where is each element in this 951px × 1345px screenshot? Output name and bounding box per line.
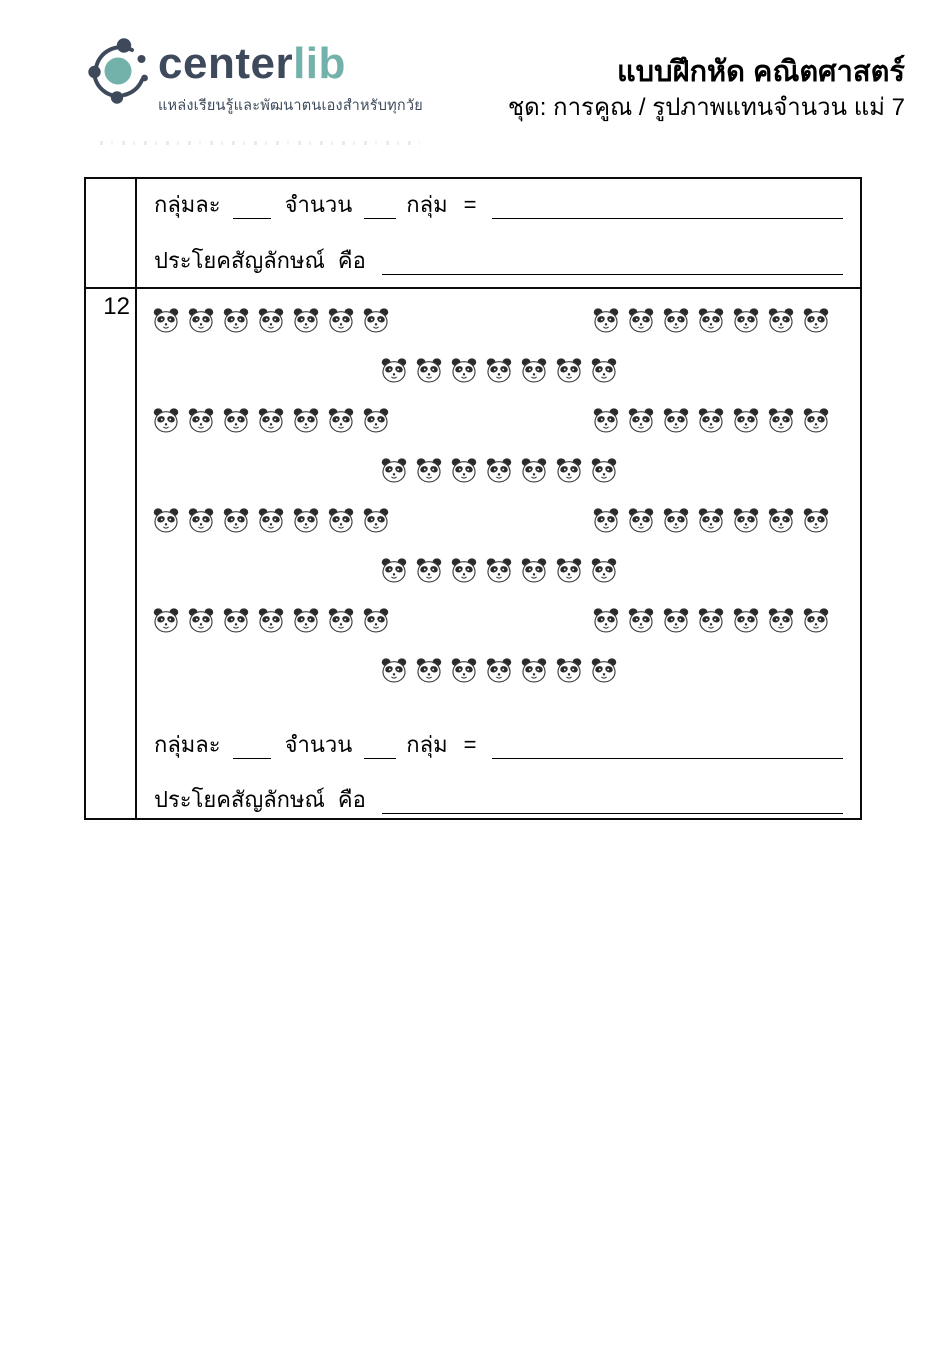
panda-face-icon [415, 356, 443, 385]
label-is: คือ [337, 787, 366, 812]
label-group: กลุ่ม [406, 732, 448, 757]
panda-face-icon [222, 606, 250, 635]
panda-face-icon [152, 506, 180, 535]
label-is: คือ [337, 248, 366, 273]
blank-result [492, 193, 843, 219]
blank-group-count [364, 733, 396, 759]
panda-face-icon [257, 306, 285, 335]
equals-sign: = [463, 732, 477, 757]
panda-face-icon [767, 506, 795, 535]
label-group: กลุ่ม [406, 192, 448, 217]
panda-face-icon [152, 406, 180, 435]
panda-face-icon [555, 456, 583, 485]
label-per-group: กลุ่มละ [154, 192, 221, 217]
panda-face-icon [662, 306, 690, 335]
panda-group [152, 606, 390, 635]
panda-face-icon [802, 506, 830, 535]
panda-face-icon [292, 306, 320, 335]
brand-name [158, 36, 423, 92]
clipped-text-remnant [100, 141, 420, 145]
question-number-cell [86, 179, 137, 287]
question-12-body [137, 289, 860, 818]
panda-face-icon [592, 506, 620, 535]
panda-face-icon [555, 656, 583, 685]
answer-line-multiplication [137, 731, 860, 759]
panda-face-icon [627, 506, 655, 535]
panda-face-icon [732, 506, 760, 535]
blank-group-count [364, 193, 396, 219]
answer-line-symbol-sentence [137, 247, 860, 275]
question-number-cell [86, 289, 137, 818]
panda-face-icon [450, 556, 478, 585]
brand-primary: center [158, 39, 294, 88]
panda-face-icon [592, 406, 620, 435]
blank-symbol-sentence [382, 788, 843, 814]
panda-face-icon [555, 356, 583, 385]
panda-face-icon [415, 556, 443, 585]
panda-row [137, 545, 860, 595]
panda-face-icon [767, 406, 795, 435]
panda-face-icon [485, 556, 513, 585]
panda-row [137, 495, 860, 545]
panda-face-icon [327, 506, 355, 535]
panda-face-icon [485, 356, 513, 385]
panda-face-icon [520, 656, 548, 685]
panda-face-icon [222, 406, 250, 435]
panda-face-icon [590, 456, 618, 485]
panda-face-icon [327, 406, 355, 435]
previous-question-answers [137, 179, 860, 287]
panda-face-icon [732, 306, 760, 335]
panda-group [152, 406, 390, 435]
logo-text [158, 36, 423, 117]
panda-face-icon [450, 656, 478, 685]
centerlib-logo-icon [88, 38, 152, 104]
brand-accent: lib [293, 39, 346, 88]
panda-face-icon [590, 556, 618, 585]
panda-face-icon [380, 656, 408, 685]
centerlib-logo [88, 36, 423, 117]
label-amount: จำนวน [284, 192, 353, 217]
panda-face-icon [627, 406, 655, 435]
panda-group [380, 556, 618, 585]
panda-face-icon [187, 306, 215, 335]
panda-face-icon [627, 306, 655, 335]
panda-face-icon [415, 656, 443, 685]
panda-group [592, 606, 830, 635]
panda-row [137, 345, 860, 395]
panda-face-icon [697, 306, 725, 335]
panda-group [592, 406, 830, 435]
panda-face-icon [697, 506, 725, 535]
panda-face-icon [590, 356, 618, 385]
panda-face-icon [380, 356, 408, 385]
panda-face-icon [152, 606, 180, 635]
worksheet-title: แบบฝึกหัด คณิตศาสตร์ [616, 56, 905, 88]
panda-group [380, 356, 618, 385]
blank-symbol-sentence [382, 249, 843, 275]
label-amount: จำนวน [284, 732, 353, 757]
panda-row [137, 295, 860, 345]
label-per-group: กลุ่มละ [154, 732, 221, 757]
exercise-table [84, 177, 862, 820]
panda-face-icon [222, 306, 250, 335]
panda-face-icon [257, 406, 285, 435]
panda-face-icon [732, 606, 760, 635]
question-number: 12 [103, 293, 130, 320]
question-12-row [86, 289, 860, 818]
panda-face-icon [697, 406, 725, 435]
panda-face-icon [362, 306, 390, 335]
panda-face-icon [627, 606, 655, 635]
panda-row [137, 445, 860, 495]
blank-group-size [233, 193, 271, 219]
panda-face-icon [590, 656, 618, 685]
panda-face-icon [187, 406, 215, 435]
panda-face-icon [187, 506, 215, 535]
panda-face-icon [485, 456, 513, 485]
panda-row [137, 395, 860, 445]
panda-face-icon [662, 606, 690, 635]
equals-sign: = [463, 192, 477, 217]
label-symbol-sentence: ประโยคสัญลักษณ์ [154, 787, 325, 812]
panda-face-icon [592, 306, 620, 335]
blank-group-size [233, 733, 271, 759]
panda-face-icon [327, 306, 355, 335]
panda-face-icon [485, 656, 513, 685]
panda-group [592, 306, 830, 335]
panda-face-icon [767, 306, 795, 335]
panda-row [137, 595, 860, 645]
panda-group [152, 306, 390, 335]
panda-face-icon [555, 556, 583, 585]
previous-question-answer-row [86, 179, 860, 289]
panda-face-icon [520, 356, 548, 385]
panda-face-icon [257, 506, 285, 535]
panda-face-icon [450, 356, 478, 385]
panda-face-icon [802, 606, 830, 635]
label-symbol-sentence: ประโยคสัญลักษณ์ [154, 248, 325, 273]
panda-face-icon [292, 606, 320, 635]
panda-face-icon [415, 456, 443, 485]
panda-groups-area [137, 289, 860, 695]
panda-row [137, 645, 860, 695]
panda-face-icon [802, 406, 830, 435]
panda-face-icon [662, 506, 690, 535]
panda-face-icon [292, 506, 320, 535]
panda-face-icon [362, 506, 390, 535]
panda-face-icon [520, 456, 548, 485]
panda-face-icon [152, 306, 180, 335]
panda-face-icon [257, 606, 285, 635]
panda-group [592, 506, 830, 535]
panda-face-icon [380, 456, 408, 485]
panda-face-icon [327, 606, 355, 635]
panda-face-icon [380, 556, 408, 585]
panda-face-icon [222, 506, 250, 535]
blank-result [492, 733, 843, 759]
answer-line-multiplication [137, 191, 860, 219]
panda-face-icon [767, 606, 795, 635]
panda-face-icon [732, 406, 760, 435]
panda-face-icon [362, 406, 390, 435]
brand-tagline: แหล่งเรียนรู้และพัฒนาตนเองสำหรับทุกวัย [158, 98, 423, 114]
panda-face-icon [662, 406, 690, 435]
worksheet-subtitle: ชุด: การคูณ / รูปภาพแทนจำนวน แม่ 7 [507, 94, 905, 121]
worksheet-titles [508, 55, 905, 122]
panda-face-icon [520, 556, 548, 585]
answer-line-symbol-sentence [137, 786, 860, 814]
panda-face-icon [292, 406, 320, 435]
panda-group [380, 656, 618, 685]
panda-face-icon [362, 606, 390, 635]
panda-face-icon [802, 306, 830, 335]
panda-face-icon [187, 606, 215, 635]
panda-group [152, 506, 390, 535]
panda-face-icon [697, 606, 725, 635]
panda-face-icon [450, 456, 478, 485]
panda-face-icon [592, 606, 620, 635]
panda-group [380, 456, 618, 485]
